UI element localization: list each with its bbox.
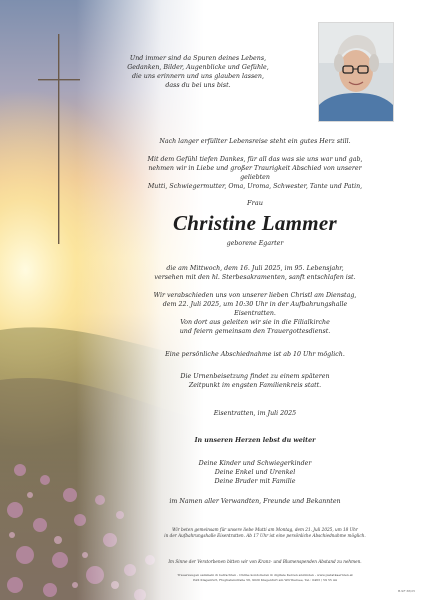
verse-line: Und immer sind da Spuren deines Lebens,: [129, 55, 267, 62]
announcement-line: Mutti, Schwiegermutter, Oma, Uroma, Schwester, Tante und Patin,: [147, 183, 363, 190]
death-info: [145, 264, 365, 282]
intro-line: Nach langer erfüllter Lebensreise steht ein gutes Herz still.: [159, 138, 351, 145]
verse-line: Gedanken, Bilder, Augenblicke und Gefühle,: [127, 64, 269, 71]
urn-line: Die Urnenbeisetzung findet zu einem späteren: [180, 373, 330, 380]
verse-line: dass du bei uns bist.: [165, 82, 231, 89]
announcement-line: nehmen wir in Liebe und großer Traurigkeit Abschied von unserer geliebten: [148, 165, 362, 181]
prayer-note-line: in der Aufbahrungshalle Eisentratten. Ab 17 Uhr ist eine persönliche Abschiednahme möglich.: [164, 533, 366, 538]
procession-line: und feiern gemeinsam den Trauergottesdienst.: [179, 328, 331, 335]
announcement-line: Mit dem Gefühl tiefen Dankes, für all das was sie uns war und gab,: [147, 156, 363, 163]
prayer-note-line: Wir beten gemeinsam für unsere liebe Mutti am Montag, dem 21. Juli 2025, um 18 Uhr: [172, 527, 358, 532]
procession-line: Von dort aus geleiten wir sie in die Filialkirche: [180, 319, 330, 326]
place-date: Eisentratten, im Juli 2025: [213, 410, 297, 417]
mourner-line: Deine Kinder und Schwiegerkinder: [198, 460, 312, 467]
print-code: B-SF 38/25: [397, 589, 415, 593]
condolence-info: Eine persönliche Abschiednahme ist ab 10 Uhr möglich.: [165, 351, 345, 358]
urn-info: [145, 372, 365, 390]
birth-name: geborene Egarter: [226, 240, 284, 247]
farewell-info: [145, 291, 365, 318]
deceased-name: Christine Lammer: [172, 211, 338, 235]
mourner-line: Deine Bruder mit Familie: [214, 478, 296, 485]
death-info-line: die am Mittwoch, dem 16. Juli 2025, im 95. Lebensjahr,: [166, 265, 344, 272]
relatives-line: im Namen aller Verwandten, Freunde und Bekannten: [169, 498, 341, 505]
intro-text: [145, 137, 365, 146]
farewell-line: Wir verabschieden uns von unserer lieben Christl am Dienstag,: [153, 292, 357, 299]
farewell-line: dem 22. Juli 2025, um 10:30 Uhr in der Aufbahrungshalle Eisentratten.: [162, 301, 348, 317]
verse-line: die uns erinnern und uns glauben lassen,: [132, 73, 264, 80]
mourners-list: [145, 459, 365, 486]
death-info-line: versehen mit den hl. Sterbesakramenten, sanft entschlafen ist.: [154, 274, 356, 281]
imprint-line: Trauerzeugen sammeln & betrachten - Online kondolieren & digitale Kerzen anzünden - www.pietatkaernten.at: [177, 573, 353, 577]
memory-heading: In unseren Herzen lebst du weiter: [194, 437, 316, 444]
flowers-note: Im Sinne der Verstorbenen bitten wir von Kranz- und Blumenspenden Abstand zu nehmen.: [168, 559, 362, 564]
procession-info: [145, 318, 365, 336]
title-frau: Frau: [247, 199, 263, 207]
announcement-text: [145, 155, 365, 191]
memorial-verse: [108, 54, 288, 90]
imprint: [110, 573, 420, 582]
portrait-illustration: [319, 23, 393, 121]
urn-line: Zeitpunkt im engsten Familienkreis statt.: [188, 382, 322, 389]
prayer-note: [110, 527, 420, 539]
portrait-photo: [318, 22, 394, 122]
mourner-line: Deine Enkel und Urenkel: [214, 469, 296, 476]
imprint-line: PAX Klagenfurt, Flughafenstraße 56, 9020 Klagenfurt am Wörthersee, Tel.: 0463 / 59 55 44: [193, 577, 337, 582]
